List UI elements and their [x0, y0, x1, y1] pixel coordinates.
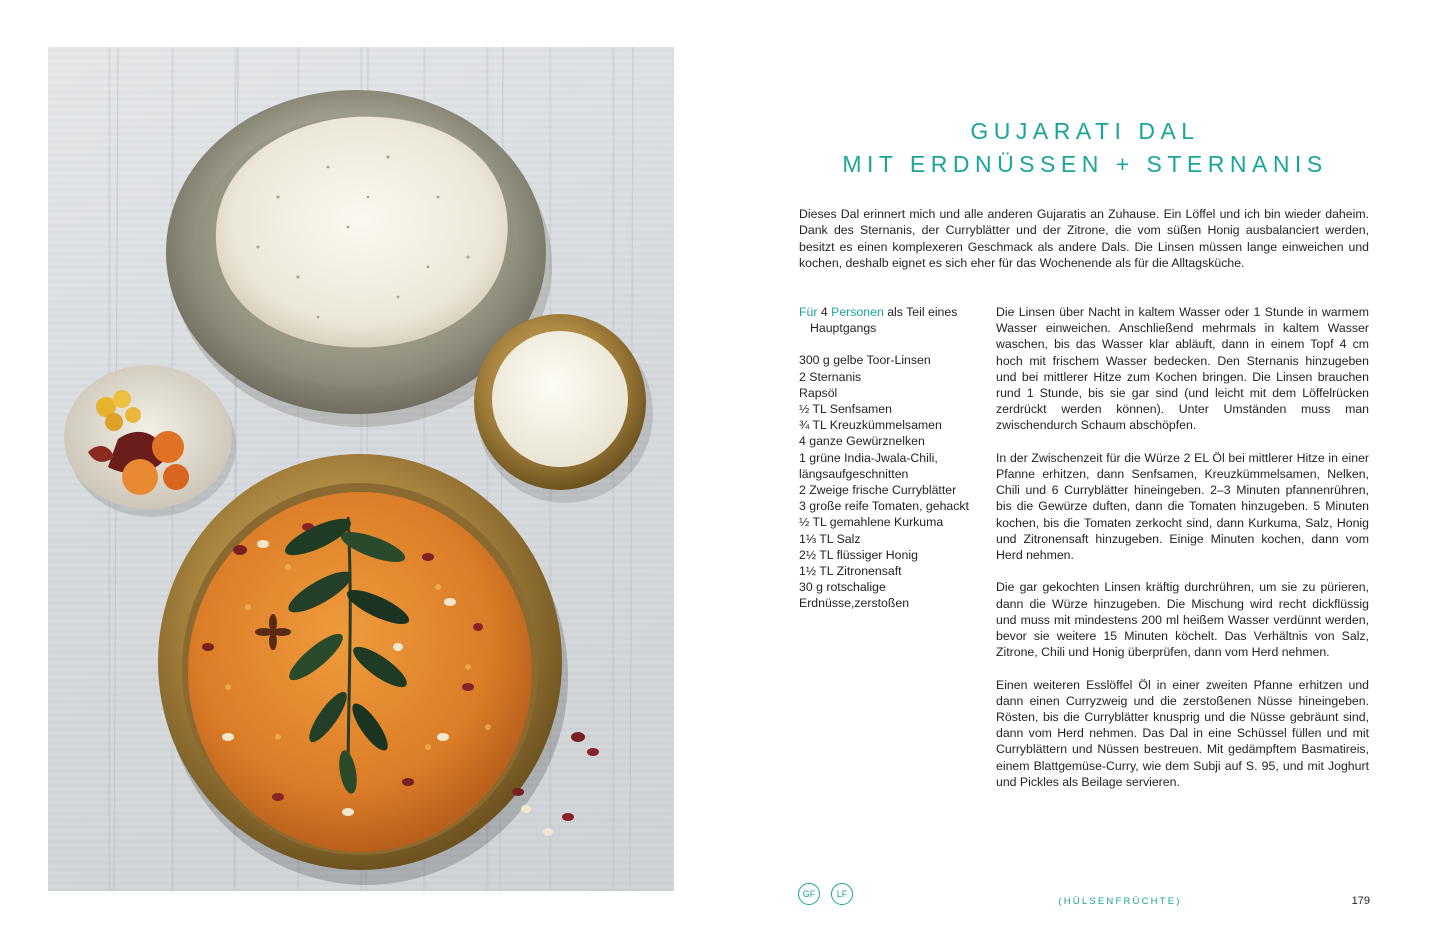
- ingredient-item: [799, 417, 984, 433]
- ingredient-continuation: zerstoßen: [854, 596, 910, 611]
- ingredient-item: [799, 369, 984, 385]
- ingredient-item: [799, 498, 984, 514]
- ingredient-text: 30 g rotschalige Erdnüsse,: [799, 580, 886, 611]
- food-illustration: [48, 47, 674, 891]
- ingredient-list: [799, 352, 984, 611]
- ingredient-item: [799, 547, 984, 563]
- ingredient-text: 2 Zweige frische Curryblätter: [799, 483, 957, 498]
- ingredient-text: 1⅓ TL Salz: [799, 531, 861, 546]
- recipe-photo: [48, 47, 674, 891]
- ingredient-item: [799, 579, 984, 611]
- dal-bowl: [158, 454, 568, 885]
- method-column: [996, 304, 1369, 806]
- recipe-title-line-1: GUJARATI DAL: [970, 118, 1200, 144]
- ingredient-text: ½ TL gemahlene Kurkuma: [799, 515, 944, 530]
- ingredient-item: [799, 514, 984, 530]
- ingredient-text: ½ TL Senfsamen: [799, 402, 892, 417]
- ingredient-text: Rapsöl: [799, 385, 838, 400]
- method-step: Die Linsen über Nacht in kaltem Wasser oder 1 Stunde in warmem Wasser einweichen. Anschließend mehrmals in kaltem Wasser waschen, bis das Wasser klar abläuft, dann in einem Topf 4 cm hoch mit frischem Wasser bedecken. Den Sternanis hinzugeben und bei mittlerer Hitze zum Kochen bringen. Die Linsen brauchen rund 1 Stunde, bis sie gar sind (und leicht mit dem Löffelrücken zerdrückt werden können). Unter Umständen muss man zwischendurch Schaum abschöpfen.: [996, 305, 1369, 433]
- ingredient-text: 1½ TL Zitronensaft: [799, 564, 902, 579]
- servings: [799, 304, 984, 336]
- ingredient-continuation: aufgeschnitten: [828, 466, 909, 481]
- pickle-dish: [64, 365, 236, 517]
- ingredient-text: 2½ TL flüssiger Honig: [799, 547, 918, 562]
- ingredient-item: [799, 352, 984, 368]
- recipe-intro: Dieses Dal erinnert mich und alle anderen Gujaratis an Zuhause. Ein Löffel und ich bin wieder daheim. Dank des Sternanis, der Curryblätter und der Zitrone, die vom süßen Honig ausbalanciert werden, besitzt es einen komplexeren Geschmack als andere Dals. Die Linsen müssen lange einweichen und kochen, deshalb eignet es sich eher für das Wochenende als für die Alltagsküche.: [799, 207, 1369, 271]
- servings-personen: Personen: [831, 305, 884, 319]
- servings-continuation: Hauptgangs: [810, 321, 877, 336]
- ingredient-item: [799, 433, 984, 449]
- gluten-free-badge: GF: [798, 883, 820, 905]
- ingredient-item: [799, 401, 984, 417]
- servings-fuer: Für: [799, 305, 818, 319]
- method-step: Einen weiteren Esslöffel Öl in einer zweiten Pfanne erhitzen und dann einen Curryzweig und die zerstoßenen Nüsse hineingeben. Rösten, bis die Curryblätter knusprig und die Nüsse gebräunt sind, dann vom Herd nehmen. Das Dal in eine Schüssel füllen und mit Curryblättern und Nüssen bestreuen. Mit gedämpftem Basmatireis, einem Blattgemüse-Curry, wie dem Subji auf S. 95, und mit Joghurt und Pickles als Beilage servieren.: [996, 677, 1369, 789]
- chapter-name: (HÜLSENFRÜCHTE): [1058, 896, 1182, 907]
- ingredient-item: [799, 563, 984, 579]
- page-number: 179: [1351, 895, 1370, 907]
- ingredients-column: [799, 304, 984, 612]
- lactose-free-badge: LF: [831, 883, 853, 905]
- ingredient-item: [799, 482, 984, 498]
- ingredient-text: 3 große reife Tomaten, gehackt: [799, 499, 969, 514]
- method-step: In der Zwischenzeit für die Würze 2 EL Öl bei mittlerer Hitze in einer Pfanne erhitzen, dann Senfsamen, Kreuzkümmelsamen, Nelken, Chili und 6 Curryblätter hineingeben. 2–3 Minuten pfannenrühren, bis die Gewürze duften, dann die Tomaten hinzugeben. 5 Minuten kochen, bis die Tomaten zerkocht sind, dann Kurkuma, Salz, Honig und Zitronensaft hinzugeben. Einige Minuten kochen, dann vom Herd nehmen.: [996, 450, 1369, 563]
- servings-count: 4: [820, 305, 828, 319]
- rice: [216, 117, 508, 348]
- ingredient-item: [799, 450, 984, 482]
- ingredient-text: 1 grüne India-Jwala-Chili, längs: [799, 450, 938, 481]
- recipe-title-line-2: MIT ERDNÜSSEN + STERNANIS: [842, 151, 1328, 177]
- ingredient-text: 4 ganze Gewürznelken: [799, 434, 925, 449]
- yogurt-bowl: [474, 314, 653, 503]
- ingredient-text: 300 g gelbe Toor-Linsen: [799, 353, 931, 368]
- ingredient-text: 2 Sternanis: [799, 369, 862, 384]
- ingredient-text: ¾ TL Kreuzkümmelsamen: [799, 418, 942, 433]
- ingredient-item: [799, 385, 984, 401]
- servings-rest: als Teil eines: [887, 305, 958, 319]
- method-step: Die gar gekochten Linsen kräftig durchrühren, um sie zu pürieren, dann die Würze hinzugeben. Die Mischung wird recht dickflüssig und muss mit mindestens 200 ml heißem Wasser verdünnt werden, bevor sie weitere 15 Minuten köchelt. Das Verhältnis von Salz, Zitrone, Chili und Honig überprüfen, dann vom Herd nehmen.: [996, 580, 1369, 660]
- ingredient-item: [799, 531, 984, 547]
